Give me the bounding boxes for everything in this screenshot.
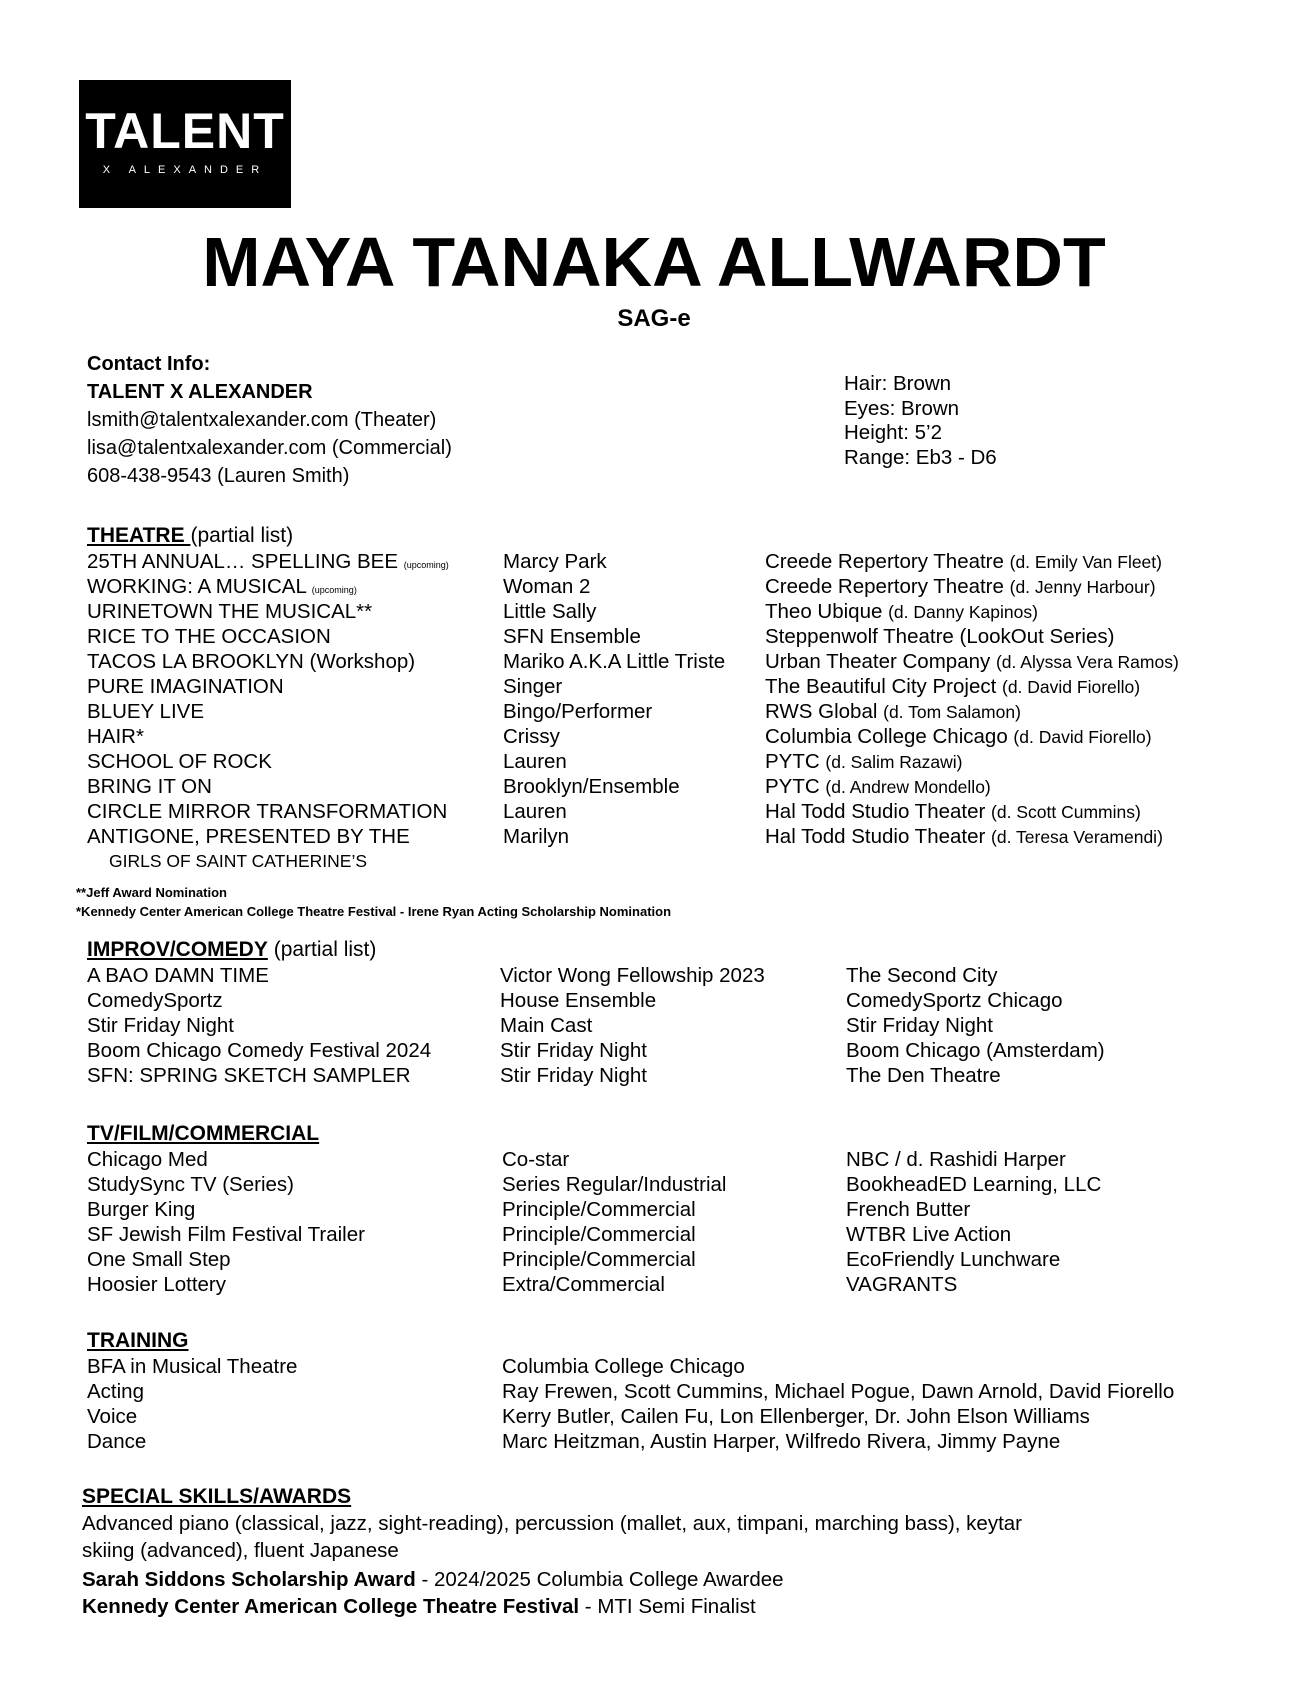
theatre-heading-title: THEATRE <box>87 524 191 547</box>
award-name: Kennedy Center American College Theatre Festival <box>82 1595 580 1618</box>
improv-role: Victor Wong Fellowship 2023 <box>500 964 765 987</box>
training-row <box>0 1404 1308 1429</box>
show-title: WORKING: A MUSICAL <box>87 575 307 598</box>
role: Singer <box>503 675 563 698</box>
tv-project: StudySync TV (Series) <box>87 1173 294 1196</box>
theatre-row <box>0 699 1308 724</box>
training-area: Acting <box>87 1380 144 1403</box>
venue: Creede Repertory Theatre <box>765 550 1004 573</box>
venue: PYTC <box>765 750 820 773</box>
role: Brooklyn/Ensemble <box>503 775 680 798</box>
contact-agency: TALENT X ALEXANDER <box>87 381 313 403</box>
improv-heading <box>87 937 376 963</box>
improv-show: Stir Friday Night <box>87 1014 234 1037</box>
improv-role: Stir Friday Night <box>500 1039 647 1062</box>
logo-title: TALENT <box>85 103 285 159</box>
tv-project: Hoosier Lottery <box>87 1273 227 1296</box>
tv-row <box>0 1222 1308 1247</box>
tv-role: Principle/Commercial <box>502 1198 696 1221</box>
show-title: BLUEY LIVE <box>87 700 204 723</box>
award-detail: - 2024/2025 Columbia College Awardee <box>421 1568 784 1591</box>
stat-hair: Hair: Brown <box>844 372 952 395</box>
theatre-row <box>0 649 1308 674</box>
training-area: BFA in Musical Theatre <box>87 1355 298 1378</box>
venue: Columbia College Chicago <box>765 725 1008 748</box>
show-title: TACOS LA BROOKLYN (Workshop) <box>87 650 416 673</box>
tv-project: One Small Step <box>87 1248 231 1271</box>
improv-show: A BAO DAMN TIME <box>87 964 269 987</box>
tv-role: Principle/Commercial <box>502 1223 696 1246</box>
award-siddons <box>82 1566 784 1593</box>
venue: Hal Todd Studio Theater <box>765 825 986 848</box>
venue: Steppenwolf Theatre (LookOut Series) <box>765 625 1115 648</box>
venue: RWS Global <box>765 700 878 723</box>
director: (d. Jenny Harbour) <box>1009 577 1156 597</box>
director: (d. David Fiorello) <box>1013 727 1152 747</box>
tv-row <box>0 1172 1308 1197</box>
union-status: SAG-e <box>617 305 691 332</box>
improv-show: SFN: SPRING SKETCH SAMPLER <box>87 1064 411 1087</box>
director: (d. Salim Razawi) <box>825 752 963 772</box>
tv-row <box>0 1197 1308 1222</box>
improv-venue: ComedySportz Chicago <box>846 989 1063 1012</box>
stat-eyes: Eyes: Brown <box>844 396 960 420</box>
training-heading-title: TRAINING <box>87 1329 189 1352</box>
physical-stats <box>844 372 997 470</box>
tv-row <box>0 1272 1308 1297</box>
theatre-row <box>0 674 1308 699</box>
role: Marilyn <box>503 825 570 848</box>
role: Woman 2 <box>503 575 591 598</box>
improv-row <box>0 1063 1308 1088</box>
improv-row <box>0 1013 1308 1038</box>
role: Bingo/Performer <box>503 700 653 723</box>
tv-company: WTBR Live Action <box>846 1223 1012 1246</box>
tv-role: Principle/Commercial <box>502 1248 696 1271</box>
theatre-row <box>0 724 1308 749</box>
award-kennedy <box>82 1593 756 1620</box>
skills-heading <box>82 1484 351 1510</box>
improv-role: Main Cast <box>500 1014 593 1037</box>
stat-range: Range: Eb3 - D6 <box>844 445 997 469</box>
training-teachers: Kerry Butler, Cailen Fu, Lon Ellenberger, Dr. John Elson Williams <box>502 1405 1090 1428</box>
venue: Creede Repertory Theatre <box>765 575 1004 598</box>
contact-label: Contact Info: <box>87 353 211 375</box>
director: (d. Emily Van Fleet) <box>1009 552 1162 572</box>
training-area: Voice <box>87 1405 138 1428</box>
training-teachers: Marc Heitzman, Austin Harper, Wilfredo Rivera, Jimmy Payne <box>502 1430 1061 1453</box>
agency-logo <box>79 80 291 208</box>
tv-project: SF Jewish Film Festival Trailer <box>87 1223 365 1246</box>
role: Lauren <box>503 800 567 823</box>
tv-company: VAGRANTS <box>846 1273 958 1296</box>
upcoming-tag: (upcoming) <box>403 560 449 570</box>
award-detail: - MTI Semi Finalist <box>579 1595 756 1618</box>
venue: PYTC <box>765 775 820 798</box>
training-row <box>0 1379 1308 1404</box>
venue: The Beautiful City Project <box>765 675 997 698</box>
tv-heading-title: TV/FILM/COMMERCIAL <box>87 1122 320 1145</box>
tv-role: Co-star <box>502 1148 570 1171</box>
contact-block <box>87 350 452 490</box>
training-heading <box>87 1328 189 1354</box>
award-name: Sarah Siddons Scholarship Award <box>82 1568 422 1591</box>
upcoming-tag: (upcoming) <box>311 585 357 595</box>
improv-heading-note: (partial list) <box>273 938 377 961</box>
role: Lauren <box>503 750 567 773</box>
improv-venue: The Second City <box>846 964 998 987</box>
role: Crissy <box>503 725 560 748</box>
training-row <box>0 1354 1308 1379</box>
tv-project: Burger King <box>87 1198 196 1221</box>
theatre-heading-note: (partial list) <box>190 524 294 547</box>
tv-role: Extra/Commercial <box>502 1273 665 1296</box>
director: (d. Tom Salamon) <box>883 702 1021 722</box>
stat-height: Height: 5’2 <box>844 421 943 444</box>
tv-row <box>0 1247 1308 1272</box>
tv-company: EcoFriendly Lunchware <box>846 1248 1061 1271</box>
skills-heading-title: SPECIAL SKILLS/AWARDS <box>82 1485 352 1508</box>
contact-email-commercial: lisa@talentxalexander.com (Commercial) <box>87 437 452 459</box>
show-title: ANTIGONE, PRESENTED BY THE <box>87 825 410 848</box>
skills-line-1: Advanced piano (classical, jazz, sight-reading), percussion (mallet, aux, timpani, marching bass), keytar <box>82 1512 1022 1535</box>
improv-heading-title: IMPROV/COMEDY <box>87 938 268 961</box>
logo-subtitle: X ALEXANDER <box>102 164 268 176</box>
tv-company: BookheadED Learning, LLC <box>846 1173 1102 1196</box>
venue: Urban Theater Company <box>765 650 991 673</box>
tv-role: Series Regular/Industrial <box>502 1173 727 1196</box>
theatre-row <box>0 799 1308 824</box>
skills-line-2: skiing (advanced), fluent Japanese <box>82 1539 399 1562</box>
show-title: HAIR* <box>87 725 144 748</box>
tv-heading <box>87 1121 319 1147</box>
theatre-row <box>0 574 1308 599</box>
theatre-heading <box>87 523 293 549</box>
theatre-row <box>0 824 1308 849</box>
venue: Theo Ubique <box>765 600 883 623</box>
improv-role: House Ensemble <box>500 989 657 1012</box>
improv-show: ComedySportz <box>87 989 223 1012</box>
show-title: CIRCLE MIRROR TRANSFORMATION <box>87 800 448 823</box>
improv-row <box>0 988 1308 1013</box>
improv-venue: Stir Friday Night <box>846 1014 993 1037</box>
tv-company: NBC / d. Rashidi Harper <box>846 1148 1066 1171</box>
role: Marcy Park <box>503 550 607 573</box>
role: SFN Ensemble <box>503 625 641 648</box>
contact-email-theater: lsmith@talentxalexander.com (Theater) <box>87 409 437 431</box>
improv-row <box>0 963 1308 988</box>
show-title: PURE IMAGINATION <box>87 675 284 698</box>
show-title: 25TH ANNUAL… SPELLING BEE <box>87 550 399 573</box>
role: Little Sally <box>503 600 597 623</box>
theatre-row <box>0 599 1308 624</box>
theatre-row <box>0 749 1308 774</box>
footnote-jeff: **Jeff Award Nomination <box>76 885 227 900</box>
tv-row <box>0 1147 1308 1172</box>
theatre-row <box>0 549 1308 574</box>
improv-row <box>0 1038 1308 1063</box>
tv-project: Chicago Med <box>87 1148 208 1171</box>
director: (d. Andrew Mondello) <box>825 777 991 797</box>
director: (d. David Fiorello) <box>1002 677 1141 697</box>
improv-venue: The Den Theatre <box>846 1064 1001 1087</box>
director: (d. Teresa Veramendi) <box>991 827 1163 847</box>
theatre-row <box>0 774 1308 799</box>
training-row <box>0 1429 1308 1454</box>
show-title: URINETOWN THE MUSICAL** <box>87 600 373 623</box>
director: (d. Danny Kapinos) <box>888 602 1038 622</box>
show-title-continuation: GIRLS OF SAINT CATHERINE’S <box>109 851 368 871</box>
training-teachers: Columbia College Chicago <box>502 1355 745 1378</box>
improv-venue: Boom Chicago (Amsterdam) <box>846 1039 1105 1062</box>
training-area: Dance <box>87 1430 147 1453</box>
improv-show: Boom Chicago Comedy Festival 2024 <box>87 1039 432 1062</box>
show-title: BRING IT ON <box>87 775 212 798</box>
role: Mariko A.K.A Little Triste <box>503 650 726 673</box>
tv-company: French Butter <box>846 1198 971 1221</box>
theatre-row <box>0 624 1308 649</box>
director: (d. Alyssa Vera Ramos) <box>995 652 1179 672</box>
improv-role: Stir Friday Night <box>500 1064 647 1087</box>
contact-phone: 608-438-9543 (Lauren Smith) <box>87 465 350 487</box>
footnote-kennedy: *Kennedy Center American College Theatre Festival - Irene Ryan Acting Scholarship Nomination <box>76 904 672 919</box>
director: (d. Scott Cummins) <box>991 802 1141 822</box>
show-title: RICE TO THE OCCASION <box>87 625 331 648</box>
show-title: SCHOOL OF ROCK <box>87 750 272 773</box>
actor-name: MAYA TANAKA ALLWARDT <box>202 223 1106 301</box>
training-teachers: Ray Frewen, Scott Cummins, Michael Pogue, Dawn Arnold, David Fiorello <box>502 1380 1175 1403</box>
venue: Hal Todd Studio Theater <box>765 800 986 823</box>
